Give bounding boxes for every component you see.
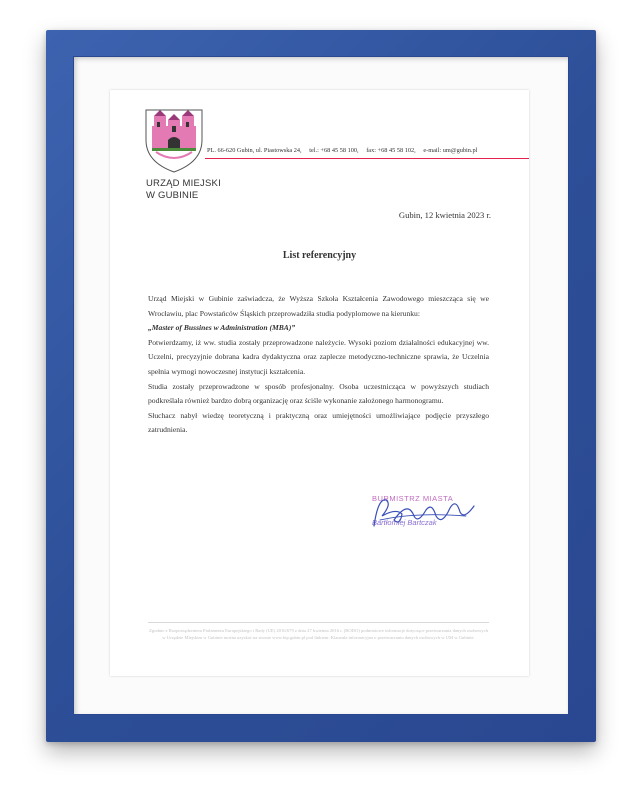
letter-document <box>110 90 529 676</box>
address: PL. 66-620 Gubin, ul. Piastowska 24, <box>207 147 302 154</box>
body-paragraph-3: Słuchacz nabył wiedzę teoretyczną i praktyczną oraz umiejętności umożliwiające podjęcie przyszłego zatrudnienia. <box>148 410 489 435</box>
contact-line <box>207 147 527 154</box>
office-line-2: W GUBINIE <box>146 190 199 201</box>
footer-rule <box>148 622 489 623</box>
fax: fax: +68 45 58 102, <box>366 147 416 154</box>
office-line-1: URZĄD MIEJSKI <box>146 178 221 189</box>
body-paragraph-2: Studia zostały przeprowadzone w sposób profesjonalny. Osoba uczestnicząca w powyższych studiach podkreślała również bardzo dobrą organizację oraz ściśle wykonanie założonego harmonogramu. <box>148 381 489 406</box>
city-crest-icon <box>138 106 210 174</box>
body-intro: Urząd Miejski w Gubinie zaświadcza, że Wyższa Szkoła Kształcenia Zawodowego mieszcząca się we Wrocławiu, plac Powstańców Śląskich przeprowadziła studia podyplomowe na kierunku: <box>148 294 489 318</box>
footer-note: Zgodnie z Rozporządzeniem Parlamentu Europejskiego i Rady (UE) 2016/679 z dnia 27 kwietnia 2016 r. (RODO) podmiotowe informacje dotyczące przetwarzania danych osobowych w Urzędzie Miejskim w Gubinie można uzyskać na stronie www.bip.gubin.pl pod linkiem: Klauzula informacyjna o przetwarzaniu danych osobowych w UM w Gubinie. <box>149 628 488 640</box>
letterhead-rule <box>205 158 529 159</box>
letter-heading: List referencyjny <box>282 250 357 261</box>
email: e-mail: um@gubin.pl <box>423 147 478 154</box>
body-paragraph-1: Potwierdzamy, iż ww. studia zostały przeprowadzone należycie. Wysoki poziom działalności edukacyjnej ww. Uczelni, precyzyjnie dobrana kadra dydaktyczna oraz zaplecze metodyczno-techniczne sprawia, że Uczelnia spełnia wymogi nowoczesnej instytucji kształcenia. <box>148 337 489 376</box>
phone: tel.: +68 45 58 100, <box>309 147 359 154</box>
letter-body <box>148 292 489 438</box>
signature-stamp-name: Bartłomiej Bartczak <box>372 518 437 527</box>
program-name: „Master of Bussines w Administration (MBA)” <box>148 323 296 333</box>
signature-stamp-title: BURMISTRZ MIASTA <box>372 494 454 503</box>
office-name <box>146 178 221 202</box>
handwritten-signature <box>356 490 486 534</box>
letter-date: Gubin, 12 kwietnia 2023 r. <box>398 210 491 220</box>
